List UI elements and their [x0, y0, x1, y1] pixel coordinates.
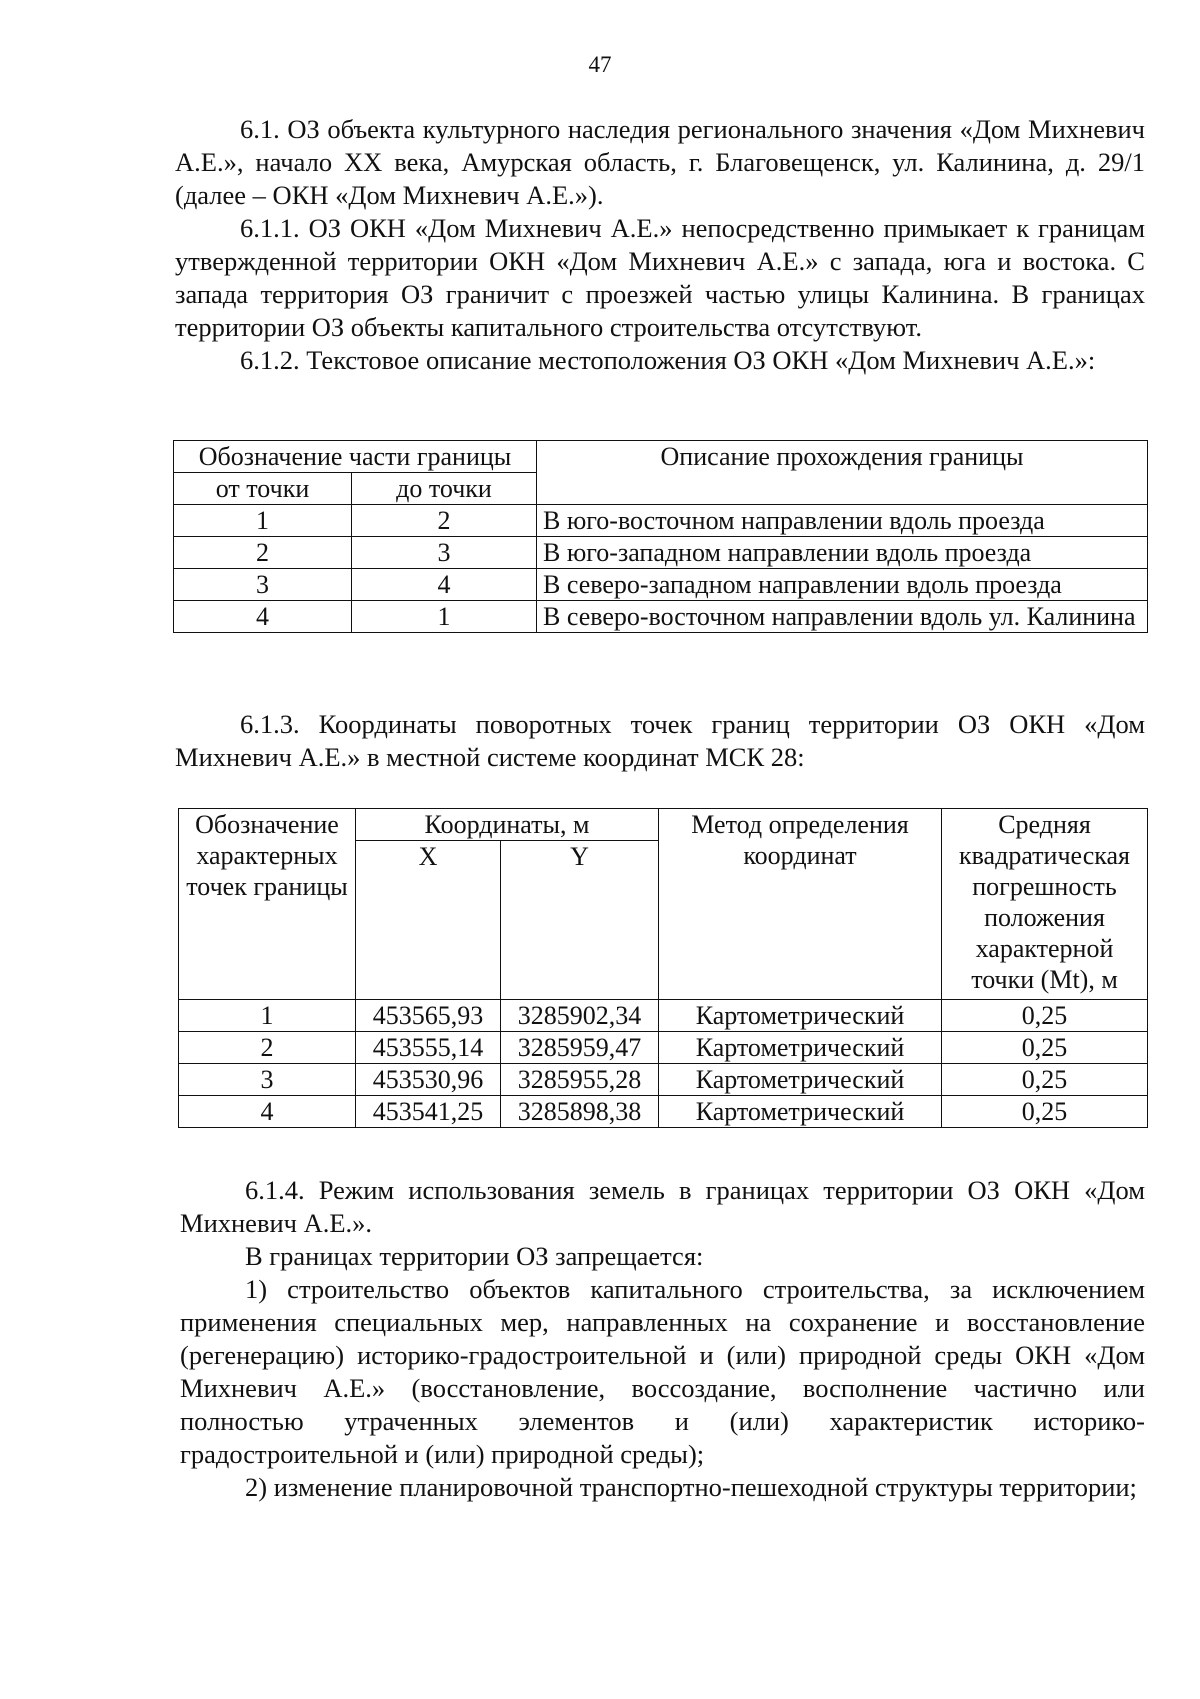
- to-cell: 3: [352, 537, 537, 569]
- y-cell: 3285959,47: [501, 1032, 659, 1064]
- table-row: [174, 601, 1148, 633]
- table-row: [179, 1000, 1148, 1032]
- prohibited-item-2: 2) изменение планировочной транспортно-пешеходной структуры территории;: [245, 1472, 1137, 1502]
- paragraph-6-1-1: 6.1.1. ОЗ ОКН «Дом Михневич А.Е.» непосредственно примыкает к границам утвержденной территории ОКН «Дом Михневич А.Е.» с запада, юга и востока. С запада территория ОЗ граничит с проезжей частью улицы Калинина. В границах территории ОЗ объекты капитального строительства отсутствуют.: [175, 213, 1145, 342]
- prohibited-intro: В границах территории ОЗ запрещается:: [245, 1241, 704, 1271]
- x-cell: 453530,96: [356, 1064, 501, 1096]
- header-from: от точки: [174, 473, 352, 505]
- method-cell: Картометрический: [659, 1096, 942, 1128]
- table-row: [179, 1032, 1148, 1064]
- table-row: [179, 1064, 1148, 1096]
- prohibited-item-1: 1) строительство объектов капитального строительства, за исключением применения специальных мер, направленных на сохранение и восстановление (регенерацию) историко-градостроительной и (или) природной среды ОКН «Дом Михневич А.Е.» (восстановление, воссоздание, восполнение частично или полностью утраченных элементов и (или) характеристик историко-градостроительной и (или) природной среды);: [180, 1274, 1145, 1469]
- header-y: Y: [501, 841, 659, 1000]
- method-cell: Картометрический: [659, 1064, 942, 1096]
- table-row: [174, 505, 1148, 537]
- paragraph-6-1-4: 6.1.4. Режим использования земель в границах территории ОЗ ОКН «Дом Михневич А.Е.».: [180, 1175, 1145, 1238]
- x-cell: 453555,14: [356, 1032, 501, 1064]
- section-6-1: [175, 113, 1145, 377]
- description-cell: В северо-западном направлении вдоль проезда: [537, 569, 1148, 601]
- header-method: Метод определения координат: [659, 809, 942, 1000]
- to-cell: 1: [352, 601, 537, 633]
- coordinates-table: [178, 808, 1148, 1128]
- description-cell: В юго-восточном направлении вдоль проезда: [537, 505, 1148, 537]
- from-cell: 2: [174, 537, 352, 569]
- y-cell: 3285955,28: [501, 1064, 659, 1096]
- heading-6-1: 6.1. ОЗ объекта культурного наследия регионального значения «Дом Михневич А.Е.», начало XX века, Амурская область, г. Благовещенск, ул. Калинина, д. 29/1 (далее – ОКН «Дом Михневич А.Е.»).: [175, 114, 1145, 210]
- description-cell: В северо-восточном направлении вдоль ул. Калинина: [537, 601, 1148, 633]
- header-x: X: [356, 841, 501, 1000]
- description-cell: В юго-западном направлении вдоль проезда: [537, 537, 1148, 569]
- header-part: Обозначение части границы: [174, 441, 537, 473]
- table-header-row: [179, 809, 1148, 841]
- x-cell: 453541,25: [356, 1096, 501, 1128]
- header-point: Обозначение характерных точек границы: [179, 809, 356, 1000]
- point-cell: 2: [179, 1032, 356, 1064]
- table-header-row: [174, 441, 1148, 473]
- header-coords: Координаты, м: [356, 809, 659, 841]
- section-6-1-3: [175, 708, 1145, 774]
- point-cell: 1: [179, 1000, 356, 1032]
- x-cell: 453565,93: [356, 1000, 501, 1032]
- to-cell: 4: [352, 569, 537, 601]
- header-error: Средняя квадратическая погрешность положения характерной точки (Mt), м: [942, 809, 1148, 1000]
- y-cell: 3285898,38: [501, 1096, 659, 1128]
- error-cell: 0,25: [942, 1032, 1148, 1064]
- section-6-1-4: [180, 1174, 1145, 1504]
- paragraph-6-1-3: 6.1.3. Координаты поворотных точек границ территории ОЗ ОКН «Дом Михневич А.Е.» в местной системе координат МСК 28:: [175, 709, 1145, 772]
- paragraph-6-1-2: 6.1.2. Текстовое описание местоположения ОЗ ОКН «Дом Михневич А.Е.»:: [240, 345, 1096, 375]
- point-cell: 3: [179, 1064, 356, 1096]
- from-cell: 3: [174, 569, 352, 601]
- to-cell: 2: [352, 505, 537, 537]
- point-cell: 4: [179, 1096, 356, 1128]
- error-cell: 0,25: [942, 1064, 1148, 1096]
- table-row: [179, 1096, 1148, 1128]
- y-cell: 3285902,34: [501, 1000, 659, 1032]
- page-number: 47: [588, 52, 612, 77]
- header-description: Описание прохождения границы: [537, 441, 1148, 505]
- table-row: [174, 537, 1148, 569]
- from-cell: 1: [174, 505, 352, 537]
- error-cell: 0,25: [942, 1096, 1148, 1128]
- error-cell: 0,25: [942, 1000, 1148, 1032]
- boundary-table: [173, 440, 1148, 633]
- from-cell: 4: [174, 601, 352, 633]
- table-row: [174, 569, 1148, 601]
- method-cell: Картометрический: [659, 1032, 942, 1064]
- header-to: до точки: [352, 473, 537, 505]
- method-cell: Картометрический: [659, 1000, 942, 1032]
